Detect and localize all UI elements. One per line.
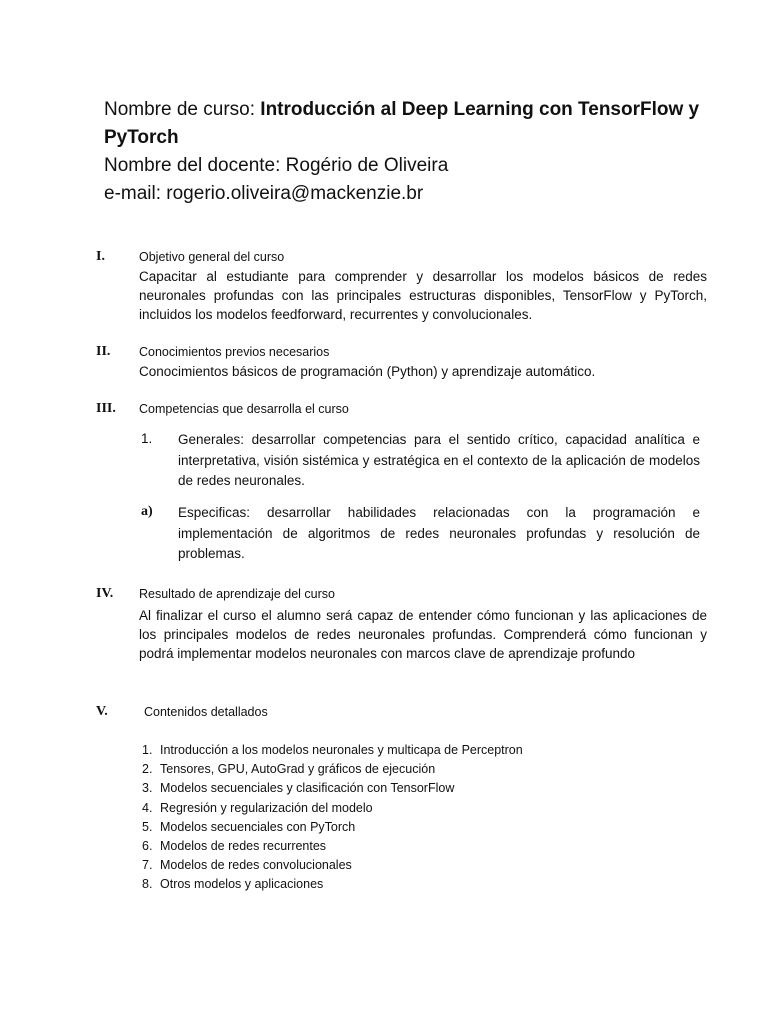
competency-a-text: Especificas: desarrollar habilidades relacionadas con la programación e implementación de algoritmos de redes neuronales profundas y resolución de problemas.	[178, 505, 700, 561]
teacher-name: Nombre del docente: Rogério de Oliveira	[104, 155, 449, 176]
section-4-text: Al finalizar el curso el alumno será capaz de entender cómo funcionan y las aplicaciones de los principales modelos de redes neuronales profundas. Comprenderá cómo funcionan y podrá implementar modelos neuronales con marcos clave de aprendizaje profundo	[139, 608, 707, 661]
section-1-title: Objetivo general del curso	[139, 250, 285, 264]
course-header	[104, 96, 704, 208]
list-item-text: Modelos secuenciales y clasificación con TensorFlow	[160, 781, 455, 796]
list-item-number: 8.	[142, 877, 153, 892]
list-item-number: 1.	[142, 743, 153, 757]
competency-1-text: Generales: desarrollar competencias para el sentido crítico, capacidad analítica e interpretativa, visión sistémica y estratégica en el contexto de la aplicación de modelos de redes neuronales.	[178, 432, 700, 488]
list-item-number: 6.	[142, 839, 153, 854]
section-1-number: I.	[96, 249, 105, 264]
list-item-number: 4.	[142, 800, 153, 815]
list-item-text: Regresión y regularización del modelo	[160, 800, 373, 815]
list-item-text: Modelos de redes recurrentes	[160, 839, 327, 854]
section-1-text: Capacitar al estudiante para comprender y desarrollar los modelos básicos de redes neuronales profundas con las principales estructuras disponibles, TensorFlow y PyTorch, incluidos los modelos feedforward, recurrentes y convolucionales.	[139, 269, 707, 322]
list-item	[142, 741, 523, 760]
course-label: Nombre de curso:	[104, 99, 261, 120]
list-item-number: 2.	[142, 762, 153, 777]
list-item-number: 7.	[142, 858, 153, 873]
competency-1-marker: 1.	[141, 431, 153, 446]
list-item-number: 5.	[142, 819, 153, 834]
course-name-continuation	[104, 124, 704, 152]
course-name-line	[104, 96, 704, 124]
list-item	[142, 856, 523, 875]
section-4-number: IV.	[96, 586, 114, 601]
list-item	[142, 799, 523, 818]
list-item	[142, 779, 523, 798]
section-5-title: Contenidos detallados	[144, 705, 268, 719]
list-item-text: Modelos de redes convolucionales	[160, 858, 352, 873]
section-4-title: Resultado de aprendizaje del curso	[139, 587, 335, 601]
list-item	[142, 837, 523, 856]
list-item-text: Otros modelos y aplicaciones	[160, 877, 324, 892]
section-3-title: Competencias que desarrolla el curso	[139, 402, 349, 416]
competency-a-marker: a)	[141, 504, 153, 519]
list-item	[142, 818, 523, 837]
section-2-text: Conocimientos básicos de programación (Python) y aprendizaje automático.	[139, 364, 596, 379]
list-item-number: 3.	[142, 781, 153, 796]
list-item-text: Modelos secuenciales con PyTorch	[160, 819, 356, 834]
teacher-email: e-mail: rogerio.oliveira@mackenzie.br	[104, 183, 424, 204]
list-item	[142, 760, 523, 779]
section-3-number: III.	[96, 401, 116, 416]
list-item-text: Introducción a los modelos neuronales y multicapa de Perceptron	[160, 743, 523, 757]
list-item	[142, 875, 523, 894]
section-2-number: II.	[96, 344, 111, 359]
section-5-number: V.	[96, 704, 108, 719]
list-item-text: Tensores, GPU, AutoGrad y gráficos de ejecución	[160, 762, 436, 777]
section-2-title: Conocimientos previos necesarios	[139, 345, 330, 359]
course-name: Introducción al Deep Learning con TensorFlow y	[260, 99, 700, 120]
content-list	[142, 741, 523, 895]
course-name-line2: PyTorch	[104, 127, 179, 148]
